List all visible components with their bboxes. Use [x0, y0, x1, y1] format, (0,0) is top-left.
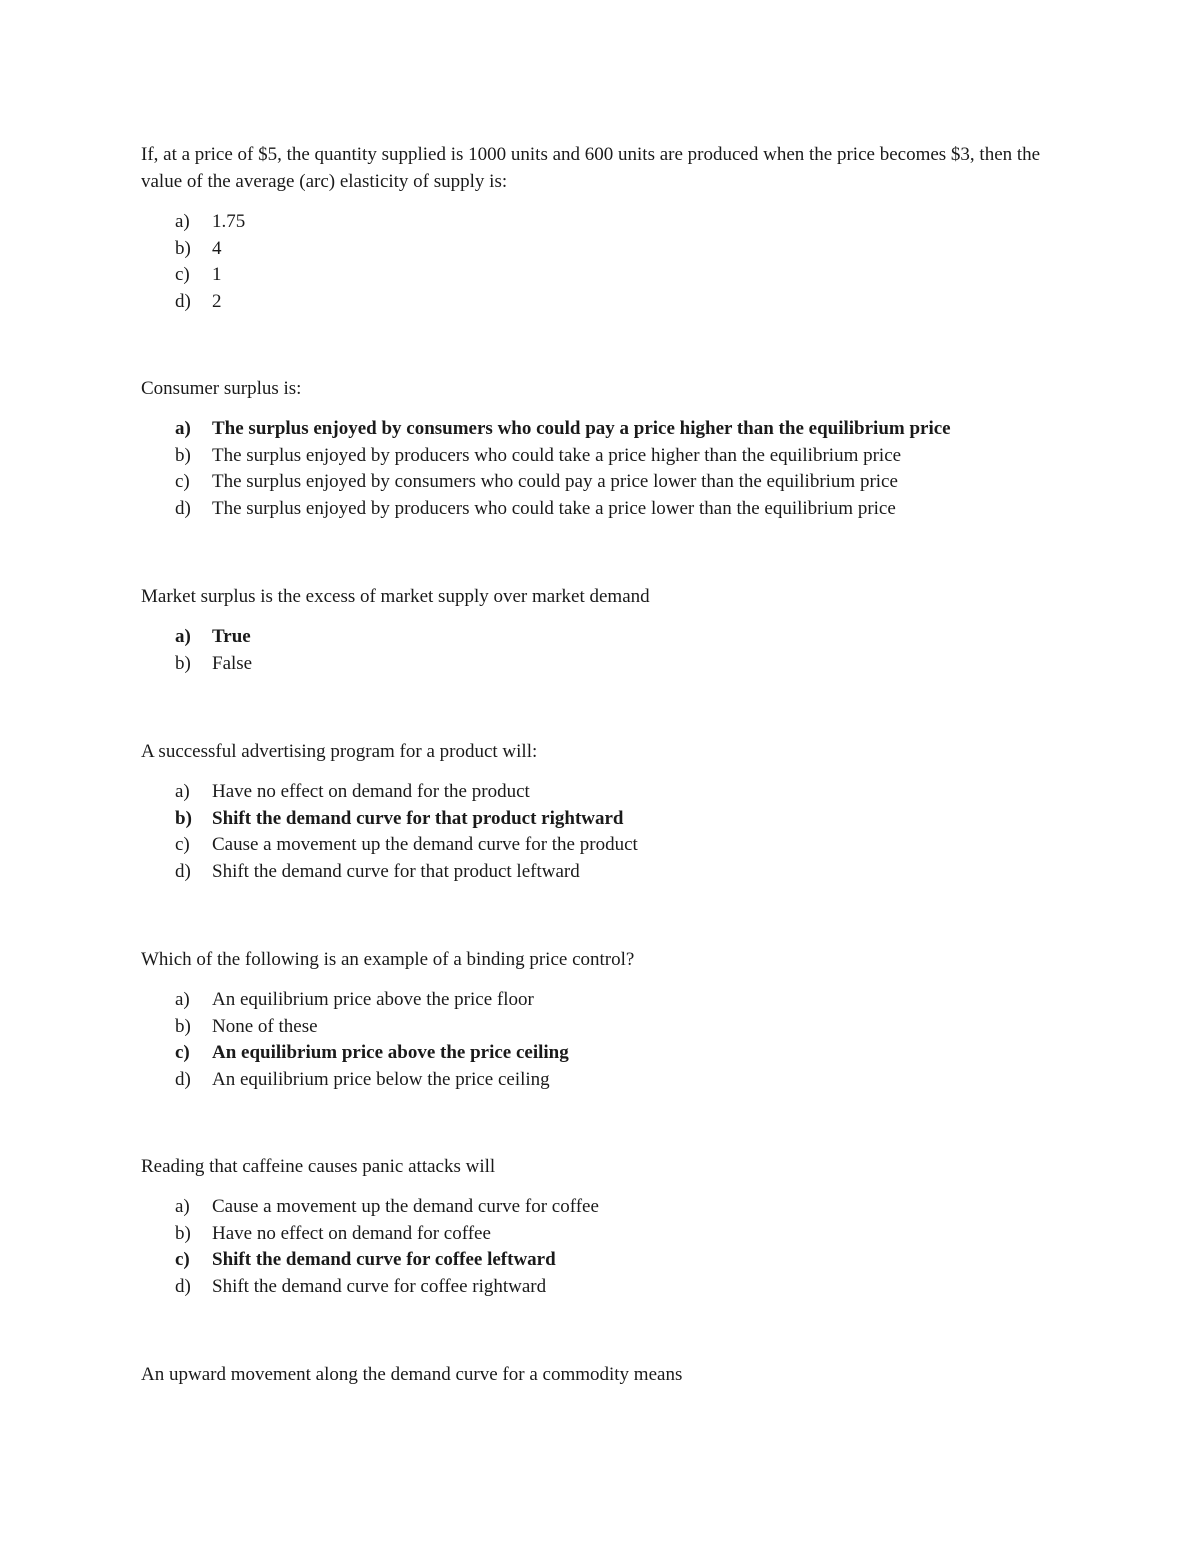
option-b-correct [141, 806, 1071, 833]
option-text: Cause a movement up the demand curve for the product [212, 834, 638, 856]
option-c-correct [141, 1247, 1071, 1274]
option-text: An equilibrium price above the price floor [212, 989, 534, 1010]
option-letter: c) [175, 1042, 190, 1064]
question-6 [141, 1153, 1071, 1301]
option-letter: a) [175, 626, 191, 647]
question-2 [141, 375, 1071, 523]
option-a [141, 987, 1071, 1014]
option-d [141, 859, 1071, 886]
option-letter: b) [175, 1222, 191, 1244]
option-text: Shift the demand curve for that product leftward [212, 861, 580, 883]
option-a [141, 779, 1071, 806]
answer-options [141, 416, 1071, 523]
option-text: Shift the demand curve for that product rightward [212, 807, 624, 829]
question-4 [141, 738, 1071, 886]
option-d [141, 1274, 1071, 1301]
option-letter: d) [175, 291, 191, 313]
option-letter: b) [175, 237, 191, 259]
option-a-correct [141, 416, 1071, 443]
option-a-correct [141, 624, 1071, 651]
option-letter: b) [175, 444, 191, 466]
answer-options [141, 779, 1071, 886]
option-letter: a) [175, 418, 191, 439]
question-3 [141, 583, 1071, 677]
option-text: 2 [212, 291, 222, 313]
answer-options [141, 1194, 1071, 1301]
question-5 [141, 946, 1071, 1094]
option-letter: b) [175, 652, 191, 674]
question-text: Consumer surplus is: [141, 378, 302, 399]
option-d [141, 496, 1071, 523]
question-text: If, at a price of $5, the quantity supplied is 1000 units and 600 units are produced when the price becomes $3, then the value of the average (arc) elasticity of supply is: [141, 144, 1041, 192]
option-letter: c) [175, 834, 190, 856]
question-7 [141, 1361, 1071, 1388]
option-letter: d) [175, 1069, 191, 1091]
option-text: False [212, 652, 253, 674]
option-b [141, 236, 1071, 263]
option-letter: c) [175, 1249, 190, 1271]
option-b [141, 443, 1071, 470]
question-text: Which of the following is an example of a binding price control? [141, 949, 635, 970]
option-letter: b) [175, 1015, 191, 1037]
option-d [141, 289, 1071, 316]
option-b [141, 651, 1071, 678]
question-1 [141, 141, 1071, 316]
option-c [141, 832, 1071, 859]
option-c [141, 262, 1071, 289]
question-text: A successful advertising program for a product will: [141, 741, 538, 762]
option-text: Have no effect on demand for the product [212, 781, 530, 802]
option-text: None of these [212, 1015, 318, 1037]
option-c-correct [141, 1040, 1071, 1067]
option-text: 1 [212, 264, 222, 286]
option-text: The surplus enjoyed by producers who could take a price higher than the equilibrium price [212, 444, 902, 466]
option-letter: b) [175, 807, 192, 829]
answer-options [141, 209, 1071, 316]
answer-options [141, 987, 1071, 1094]
question-text: Reading that caffeine causes panic attacks will [141, 1156, 496, 1177]
option-a [141, 209, 1071, 236]
option-letter: d) [175, 498, 191, 520]
option-text: The surplus enjoyed by producers who could take a price lower than the equilibrium price [212, 498, 896, 520]
option-text: True [212, 626, 251, 647]
question-text: An upward movement along the demand curve for a commodity means [141, 1364, 683, 1385]
option-letter: a) [175, 989, 190, 1010]
option-text: Cause a movement up the demand curve for coffee [212, 1196, 599, 1217]
option-letter: a) [175, 1196, 190, 1217]
option-letter: a) [175, 781, 190, 802]
option-d [141, 1067, 1071, 1094]
option-c [141, 469, 1071, 496]
option-text: Shift the demand curve for coffee leftward [212, 1249, 556, 1271]
question-text: Market surplus is the excess of market supply over market demand [141, 586, 650, 607]
option-letter: c) [175, 471, 190, 493]
option-text: 4 [212, 237, 222, 259]
option-a [141, 1194, 1071, 1221]
option-text: The surplus enjoyed by consumers who could pay a price higher than the equilibrium price [212, 418, 951, 439]
option-b [141, 1014, 1071, 1041]
answer-options [141, 624, 1071, 677]
option-text: Shift the demand curve for coffee rightward [212, 1276, 547, 1298]
option-letter: d) [175, 1276, 191, 1298]
option-text: The surplus enjoyed by consumers who could pay a price lower than the equilibrium price [212, 471, 898, 493]
option-letter: d) [175, 861, 191, 883]
option-letter: a) [175, 211, 190, 232]
option-text: An equilibrium price below the price ceiling [212, 1069, 550, 1091]
option-text: Have no effect on demand for coffee [212, 1222, 491, 1244]
option-text: An equilibrium price above the price ceiling [212, 1042, 569, 1064]
option-b [141, 1221, 1071, 1248]
option-letter: c) [175, 264, 190, 286]
option-text: 1.75 [212, 211, 246, 232]
